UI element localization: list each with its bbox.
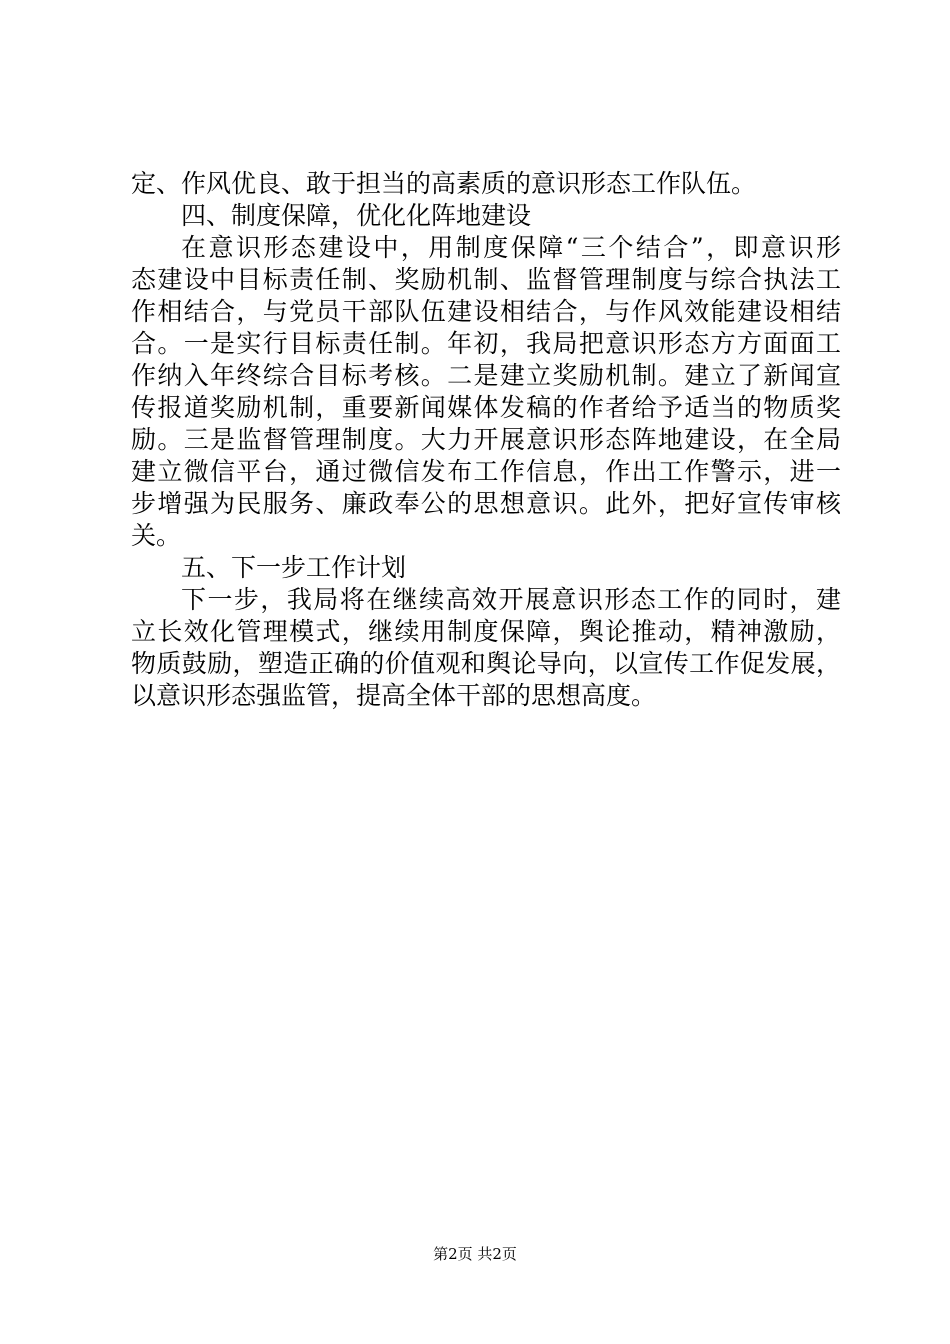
paragraph-line: 励。三是监督管理制度。大力开展意识形态阵地建设，在全局 — [131, 425, 841, 454]
paragraph-line: 物质鼓励，塑造正确的价值观和舆论导向，以宣传工作促发展， — [131, 649, 841, 678]
page-number-footer: 第2页 共2页 — [433, 1245, 517, 1263]
paragraph-line: 下一步，我局将在继续高效开展意识形态工作的同时，建 — [181, 585, 841, 614]
paragraph-line: 立长效化管理模式，继续用制度保障，舆论推动，精神激励， — [131, 617, 841, 646]
paragraph-line: 建立微信平台，通过微信发布工作信息，作出工作警示，进一 — [131, 457, 841, 486]
paragraph-line: 在意识形态建设中，用制度保障“三个结合”，即意识形 — [181, 233, 841, 262]
paragraph-line: 以意识形态强监管，提高全体干部的思想高度。 — [131, 681, 657, 710]
section-heading-4: 四、制度保障，优化化阵地建设 — [181, 201, 532, 230]
paragraph-line: 态建设中目标责任制、奖励机制、监督管理制度与综合执法工 — [131, 265, 841, 294]
paragraph-line: 定、作风优良、敢于担当的高素质的意识形态工作队伍。 — [131, 169, 757, 198]
paragraph-line: 作相结合，与党员干部队伍建设相结合，与作风效能建设相结 — [131, 297, 841, 326]
document-body — [131, 168, 841, 712]
section-heading-5: 五、下一步工作计划 — [181, 553, 407, 582]
paragraph-line: 传报道奖励机制，重要新闻媒体发稿的作者给予适当的物质奖 — [131, 393, 841, 422]
paragraph-line: 关。 — [131, 521, 182, 550]
paragraph-line: 合。一是实行目标责任制。年初，我局把意识形态方方面面工 — [131, 329, 841, 358]
paragraph-line: 作纳入年终综合目标考核。二是建立奖励机制。建立了新闻宣 — [131, 361, 841, 390]
paragraph-line: 步增强为民服务、廉政奉公的思想意识。此外，把好宣传审核 — [131, 489, 841, 518]
